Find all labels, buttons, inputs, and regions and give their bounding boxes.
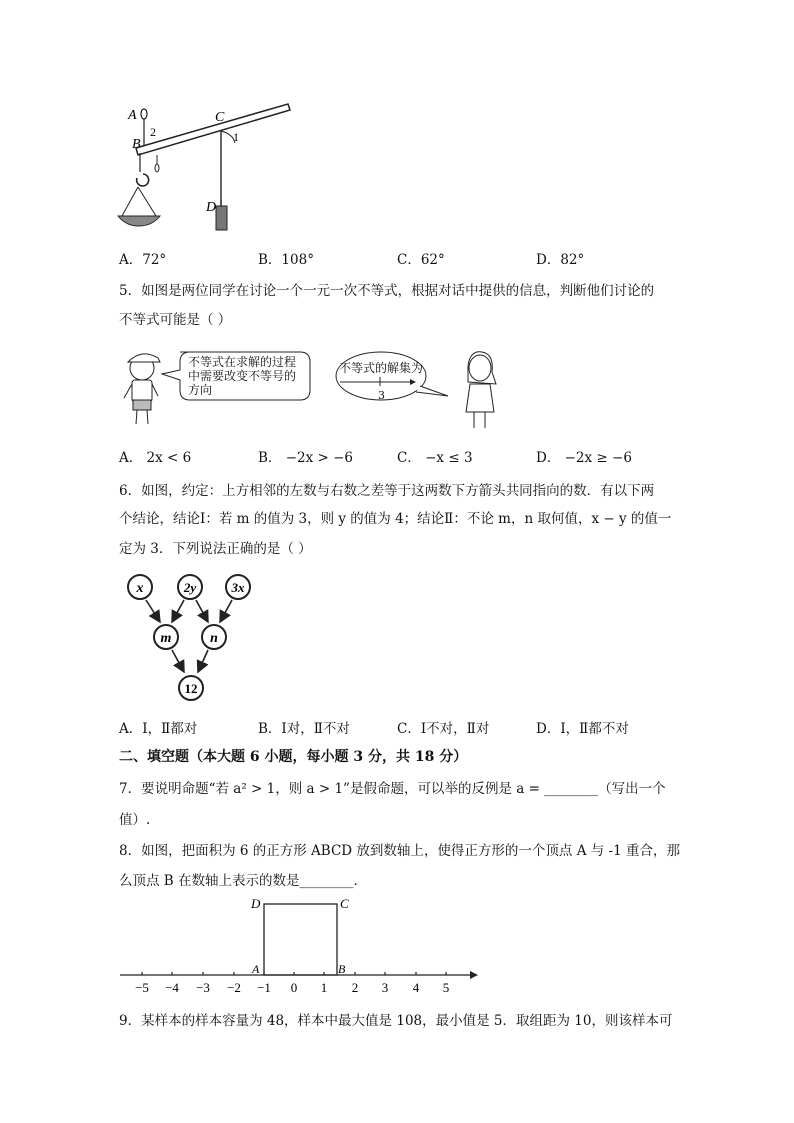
tick-label: −2 xyxy=(227,980,241,995)
right-bubble-text: 不等式的解集为 xyxy=(339,361,424,375)
label-a: A xyxy=(128,108,137,123)
square-label-a: A xyxy=(252,962,260,976)
q5-question-line2: 不等式可能是（ ） xyxy=(119,312,232,328)
q8-question-line2: 么顶点 B 在数轴上表示的数是________． xyxy=(119,873,368,889)
arrow-tree-diagram xyxy=(120,568,260,708)
tick-label: −5 xyxy=(135,980,149,995)
q8-question-line1: 8．如图，把面积为 6 的正方形 ABCD 放到数轴上，使得正方形的一个顶点 A 与 -1 重合，那 xyxy=(119,843,680,859)
node-m: m xyxy=(160,631,172,646)
label-c: C xyxy=(215,110,225,125)
angle-1-label: 1 xyxy=(233,130,239,144)
q9-question-line1: 9．某样本的样本容量为 48，样本中最大值是 108，最小值是 5．取组距为 10，则该样本可 xyxy=(119,1013,673,1029)
tick-label: 0 xyxy=(290,980,298,995)
left-bubble-line3: 方向 xyxy=(188,383,213,397)
q4-option-b[interactable]: B．108° xyxy=(258,252,314,268)
q6-option-a[interactable]: A．Ⅰ，Ⅱ都对 xyxy=(119,721,198,737)
q6-question-line3: 定为 3．下列说法正确的是（ ） xyxy=(119,541,312,557)
tick-label: 3 xyxy=(381,980,389,995)
q7-question-line2: 值）. xyxy=(119,812,151,828)
left-bubble-line2: 中需要改变不等号的 xyxy=(188,369,297,383)
q6-option-d[interactable]: D．Ⅰ，Ⅱ都不对 xyxy=(536,721,629,737)
tick-label: −1 xyxy=(257,980,271,995)
number-line-figure xyxy=(118,894,488,998)
tick-label: −4 xyxy=(165,980,179,995)
lever-figure xyxy=(110,98,310,238)
label-b: B xyxy=(132,137,141,152)
tick-label: 5 xyxy=(442,980,450,995)
q6-option-b[interactable]: B．Ⅰ对，Ⅱ不对 xyxy=(258,721,350,737)
left-bubble-line1: 不等式在求解的过程 xyxy=(188,355,297,369)
q6-question-line2: 个结论，结论Ⅰ：若 m 的值为 3，则 y 的值为 4；结论Ⅱ：不论 m，n 取何值，x − y 的值一 xyxy=(119,511,672,527)
q5-question-line1: 5．如图是两位同学在讨论一个一元一次不等式，根据对话中提供的信息，判断他们讨论的 xyxy=(119,283,655,299)
q5-option-c[interactable]: C． −x ≤ 3 xyxy=(397,450,473,466)
square-label-b: B xyxy=(338,962,346,976)
angle-2-label: 2 xyxy=(150,125,156,139)
q4-option-a[interactable]: A．72° xyxy=(119,252,167,268)
square-label-d: D xyxy=(251,896,261,911)
tick-label: 2 xyxy=(351,980,359,995)
tick-label: 1 xyxy=(320,980,328,995)
node-3x: 3x xyxy=(231,580,245,595)
q5-option-d[interactable]: D． −2x ≥ −6 xyxy=(536,450,632,466)
q4-option-d[interactable]: D．82° xyxy=(536,252,585,268)
q5-option-b[interactable]: B． −2x > −6 xyxy=(258,450,354,466)
square-label-c: C xyxy=(340,896,349,911)
q7-question-line1: 7．要说明命题“若 a² > 1，则 a > 1”是假命题，可以举的反例是 a = ________（写出一个 xyxy=(119,781,666,797)
label-d: D xyxy=(206,200,217,215)
q6-option-c[interactable]: C．Ⅰ不对，Ⅱ对 xyxy=(397,721,490,737)
node-12: 12 xyxy=(184,681,198,696)
dialogue-figure xyxy=(118,344,508,434)
section-heading: 二、填空题（本大题 6 小题，每小题 3 分，共 18 分） xyxy=(119,749,468,765)
tick-label: −3 xyxy=(196,980,210,995)
node-2y: 2y xyxy=(183,580,197,595)
tick-label: 4 xyxy=(412,980,420,995)
q6-question-line1: 6．如图，约定：上方相邻的左数与右数之差等于这两数下方箭头共同指向的数．有以下两 xyxy=(119,483,655,499)
right-bubble-number: 3 xyxy=(378,389,385,402)
node-x: x xyxy=(136,581,144,596)
q5-option-a[interactable]: A． 2x < 6 xyxy=(119,450,192,466)
node-n: n xyxy=(210,631,218,646)
q4-option-c[interactable]: C．62° xyxy=(397,252,445,268)
